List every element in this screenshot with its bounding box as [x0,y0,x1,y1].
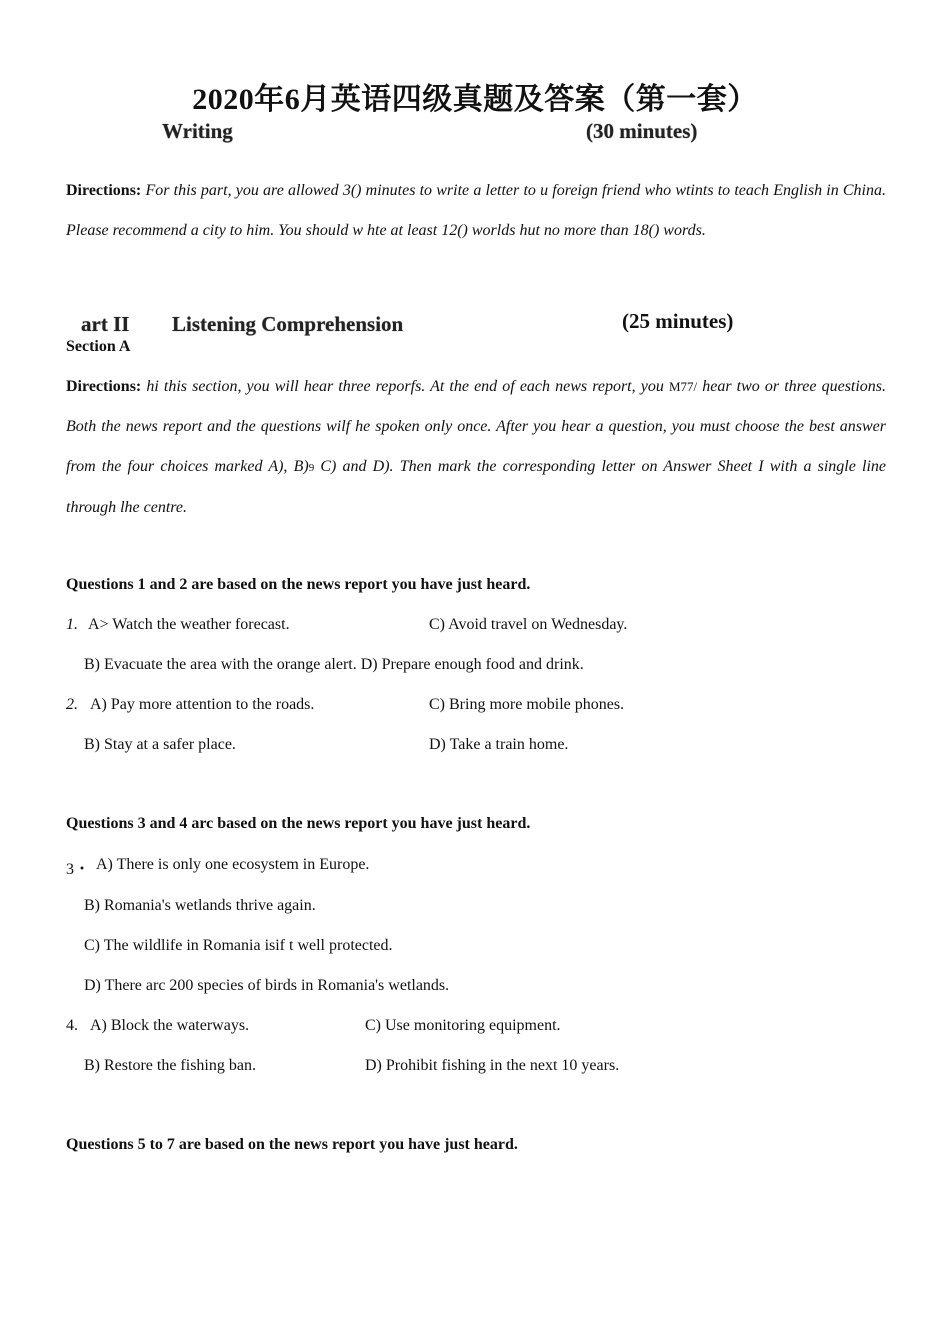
writing-heading: Writing [162,119,233,143]
directions-text-1: hi this section, you will hear three reporfs. At the end of each news report, you [146,378,664,395]
q1-option-bd: B) Evacuate the area with the orange alert. D) Prepare enough food and drink. [84,656,584,673]
directions-text-2: hear two or three questions. Both the news report and the questions wilf he spoken only once. After you hear a question, you must choose the best answer from the four choices marked A), B) [66,378,887,475]
q2-option-b: B) Stay at a safer place. [84,736,236,753]
directions-sub9: 9 [308,462,315,474]
question-number-2: 2. [66,696,78,713]
q2-option-c: C) Bring more mobile phones. [429,696,625,713]
section-label: Section A [66,338,131,355]
q1-option-c: C) Avoid travel on Wednesday. [429,616,628,633]
q4-option-a: A) Block the waterways. [90,1017,250,1034]
directions-text: For this part, you are allowed 3() minutes to write a letter to u foreign friend who wtints to teach English in China. Please recommend a city to him. You should w hte at least 12() worlds hut no more than 18() words. [66,182,887,239]
listening-directions [66,367,886,528]
listening-heading: Listening Comprehension [172,312,404,336]
q4-option-b: B) Restore the fishing ban. [84,1057,256,1074]
q3-option-a: A) There is only one ecosystem in Europe. [96,856,370,873]
q2-option-d: D) Take a train home. [429,736,569,753]
directions-label: Directions: [66,378,142,395]
question-number-3: 3・ [66,861,91,878]
q4-option-c: C) Use monitoring equipment. [365,1017,561,1034]
directions-m77: M77/ [668,379,698,394]
q3-option-b: B) Romania's wetlands thrive again. [84,897,316,914]
q3-option-c: C) The wildlife in Romania isif t well protected. [84,937,393,954]
question-number-4: 4. [66,1017,78,1034]
group-heading-1: Questions 1 and 2 are based on the news report you have just heard. [66,576,531,593]
writing-time: (30 minutes) [586,119,698,143]
question-number-1: 1. [66,616,78,633]
directions-label: Directions: [66,182,142,199]
group-heading-3: Questions 5 to 7 are based on the news report you have just heard. [66,1136,518,1153]
part-label: art II [81,312,130,336]
listening-time: (25 minutes) [622,309,734,333]
group-heading-2: Questions 3 and 4 arc based on the news report you have just heard. [66,815,531,832]
writing-directions [66,171,886,251]
page-title: 2020年6月英语四级真题及答案（第一套） [192,83,758,116]
q2-option-a: A) Pay more attention to the roads. [90,696,315,713]
q1-option-a: A> Watch the weather forecast. [88,616,290,633]
directions-text-3: C) and D). Then mark the corresponding letter on Answer Sheet I with a single line through lhe centre. [66,458,887,516]
q3-option-d: D) There arc 200 species of birds in Romania's wetlands. [84,977,450,994]
q4-option-d: D) Prohibit fishing in the next 10 years. [365,1057,620,1074]
